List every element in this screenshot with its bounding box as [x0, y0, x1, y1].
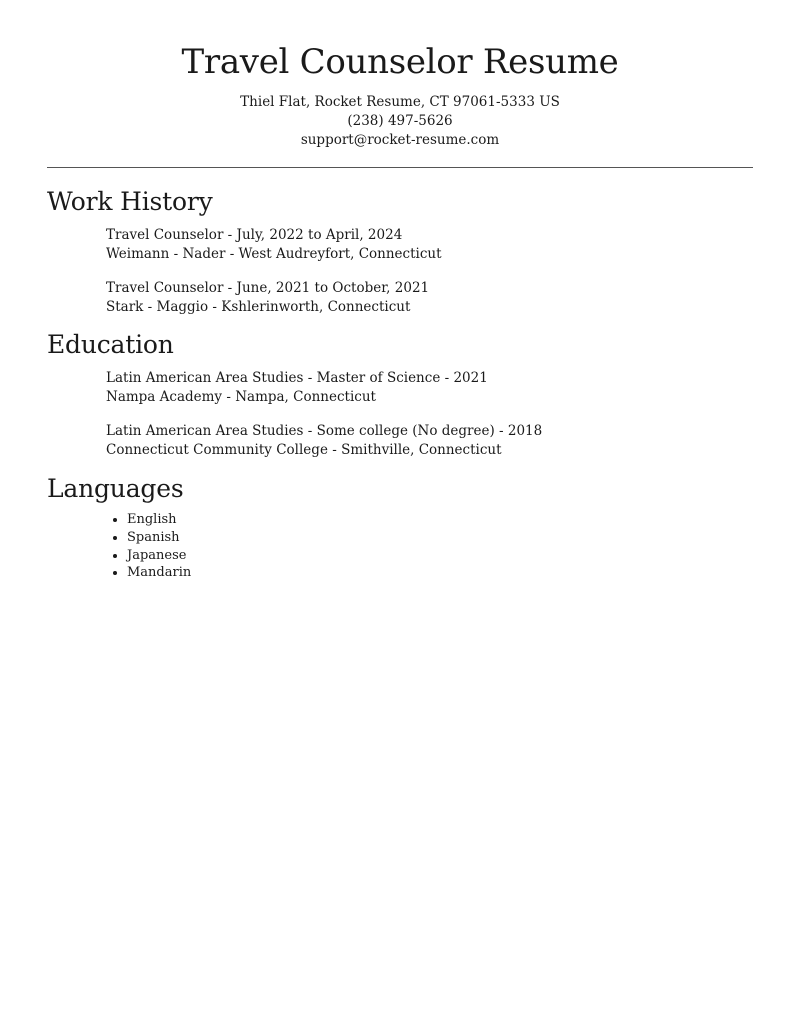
work-entry	[106, 279, 442, 316]
email-text: support@rocket-resume.com	[300, 132, 500, 148]
work-entry-title: Travel Counselor - June, 2021 to October, 2021	[106, 280, 430, 296]
language-item: • English	[127, 511, 191, 529]
page-title: Travel Counselor Resume	[181, 42, 619, 82]
address-text: Thiel Flat, Rocket Resume, CT 97061-5333 US	[240, 94, 560, 110]
education-entry-degree: Latin American Area Studies - Some college (No degree) - 2018	[106, 423, 543, 439]
languages-heading: Languages	[47, 474, 184, 503]
education-section	[47, 329, 542, 459]
work-entry-employer: Stark - Maggio - Kshlerinworth, Connecticut	[106, 298, 411, 315]
education-entry	[106, 369, 542, 406]
work-entry-employer: Weimann - Nader - West Audreyfort, Connecticut	[106, 245, 442, 262]
education-entry-school: Connecticut Community College - Smithville, Connecticut	[106, 441, 502, 458]
education-heading: Education	[47, 330, 174, 359]
work-history-section	[47, 186, 442, 316]
language-item: • Spanish	[127, 529, 191, 547]
resume-header	[0, 0, 800, 150]
education-entry-school: Nampa Academy - Nampa, Connecticut	[106, 388, 376, 405]
contact-info	[0, 93, 800, 150]
header-divider	[47, 167, 753, 168]
language-item: • Mandarin	[127, 564, 191, 582]
work-entry	[106, 226, 442, 263]
work-history-heading: Work History	[47, 187, 213, 216]
education-entry	[106, 422, 542, 459]
education-entry-degree: Latin American Area Studies - Master of Science - 2021	[106, 370, 488, 386]
languages-section	[47, 473, 191, 582]
phone-text: (238) 497-5626	[347, 113, 453, 129]
languages-list	[47, 511, 191, 582]
work-entry-title: Travel Counselor - July, 2022 to April, 2024	[106, 227, 403, 243]
language-item: • Japanese	[127, 547, 191, 565]
